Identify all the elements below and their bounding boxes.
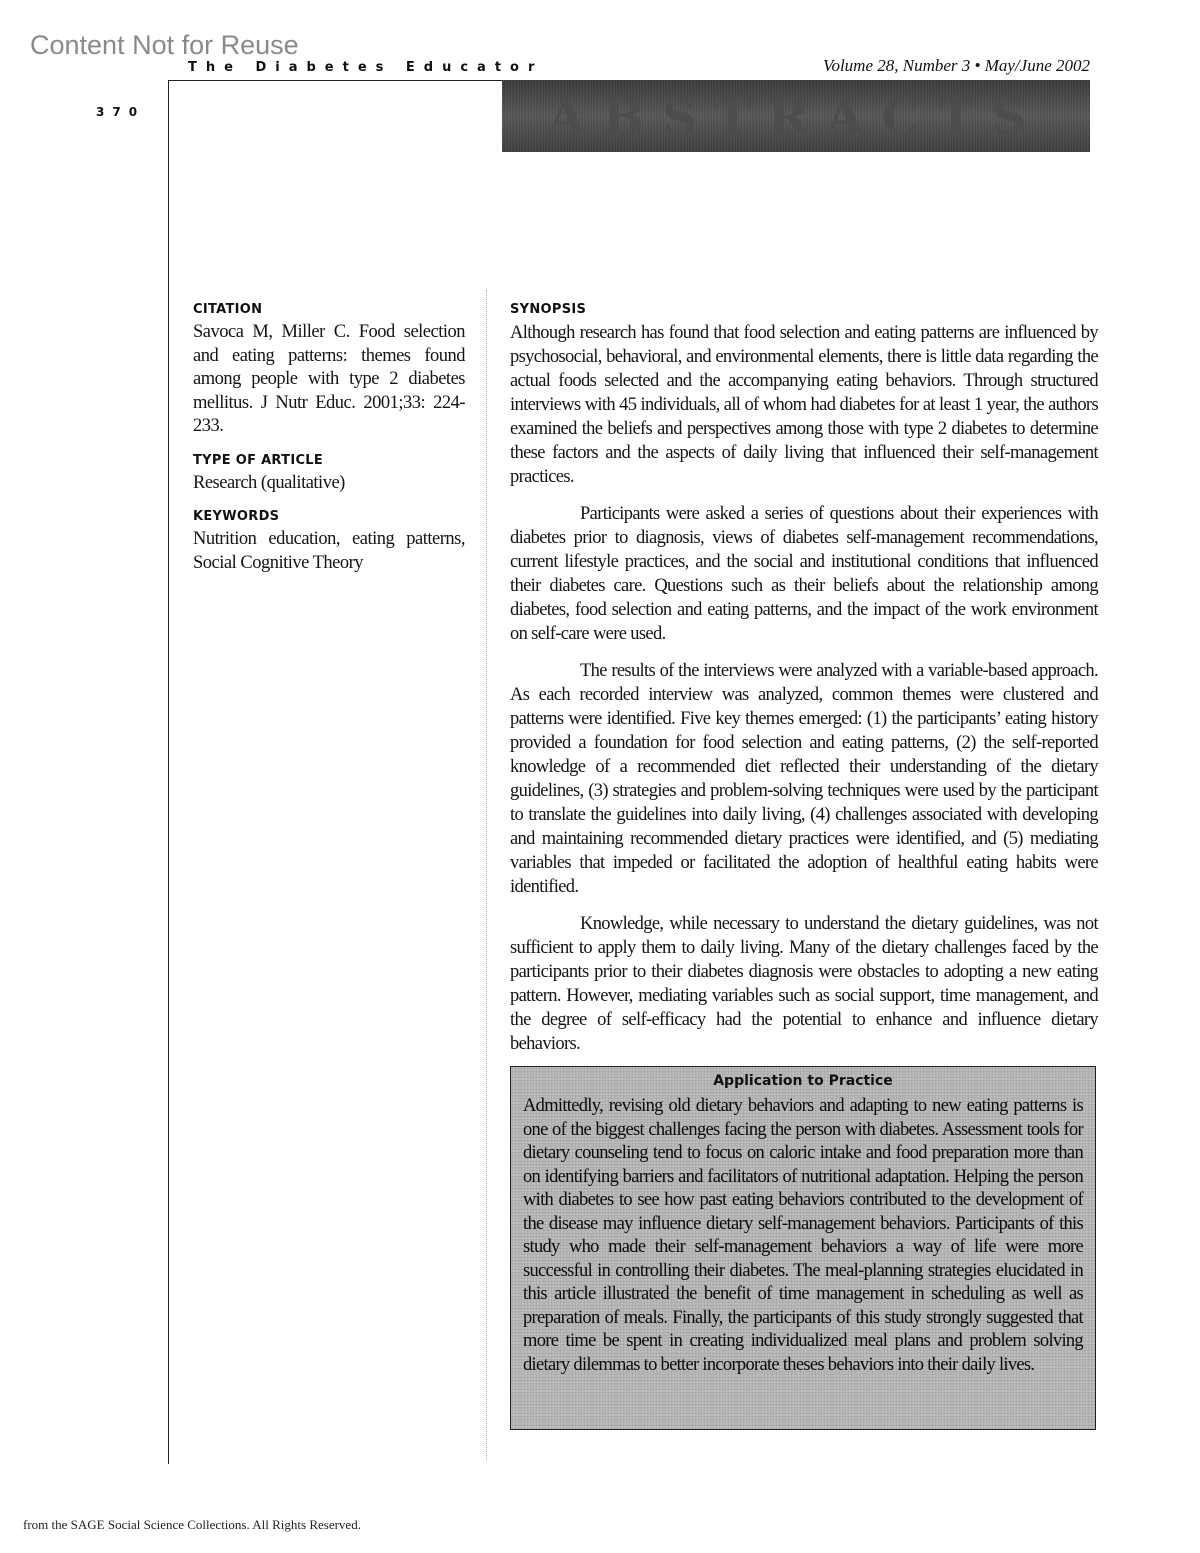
keywords-label: KEYWORDS <box>193 509 280 524</box>
application-to-practice-box <box>510 1066 1096 1430</box>
left-margin-rule <box>168 80 169 1464</box>
top-rule <box>168 80 503 81</box>
synopsis-paragraph: Although research has found that food selection and eating patterns are influenced by psychosocial, behavioral, and environmental elements, there is little data regarding the actual foods selected and the accompanying eating behaviors. Through structured interviews with 45 individuals, all of whom had diabetes for at least 1 year, the authors examined the beliefs and perspectives among those with type 2 diabetes to determine these factors and the aspects of daily living that influenced their self-management practices. <box>510 323 1098 487</box>
synopsis-label: SYNOPSIS <box>510 302 587 317</box>
keywords-block <box>193 509 465 575</box>
citation-label: CITATION <box>193 302 263 317</box>
synopsis-paragraph: The results of the interviews were analyzed with a variable-based approach. As each recorded interview was analyzed, common themes were clustered and patterns were identified. Five key themes emerged: (1) the participants’ eating history provided a foundation for food selection and eating patterns, (2) the self-reported knowledge of a recommended diet reflected their understanding of the dietary guidelines, (3) strategies and problem-solving techniques were used by the participant to translate the guidelines into daily living, (4) challenges associated with developing and maintaining recommended dietary practices were identified, and (5) mediating variables that impeded or facilitated the adoption of healthful eating habits were identified. <box>510 661 1098 897</box>
article-type-text: Research (qualitative) <box>193 472 345 493</box>
copyright-footer: from the SAGE Social Science Collections. All Rights Reserved. <box>23 1517 361 1532</box>
issue-info: Volume 28, Number 3 • May/June 2002 <box>822 56 1090 75</box>
page-number: 370 <box>96 105 146 119</box>
article-type-block <box>193 453 465 496</box>
keywords-text: Nutrition education, eating patterns, Social Cognitive Theory <box>193 529 465 573</box>
synopsis-section <box>510 302 1098 1069</box>
synopsis-paragraph: Knowledge, while necessary to understand the dietary guidelines, was not sufficient to apply them to daily living. Many of the dietary challenges faced by the participants prior to their diabetes diagnosis were obstacles to adopting a new eating pattern. However, mediating variables such as social support, time management, and the degree of self-efficacy had the potential to enhance and influence dietary behaviors. <box>510 914 1098 1054</box>
watermark-text: Content Not for Reuse <box>30 30 299 60</box>
column-divider <box>486 290 487 1460</box>
abstracts-banner <box>502 80 1090 152</box>
application-text: Admittedly, revising old dietary behaviors and adapting to new eating patterns is one of the biggest challenges facing the person with diabetes. Assessment tools for dietary counseling tend to focus on caloric intake and food preparation more than on identifying barriers and facilitators of nutritional adaptation. Helping the person with diabetes to see how past eating behaviors contributed to the development of the disease may influence dietary self-management behaviors. Participants of this study who made their self-management behaviors a way of life were more successful in controlling their diabetes. The meal-planning strategies elucidated in this article illustrated the benefit of time management in scheduling as well as preparation of meals. Finally, the participants of this study strongly suggested that more time be spent in creating individualized meal plans and problem solving dietary dilemmas to better incorporate theses behaviors into their daily lives. <box>523 1096 1083 1375</box>
sidebar-meta <box>193 302 465 589</box>
application-title: Application to Practice <box>713 1073 893 1089</box>
synopsis-paragraph: Participants were asked a series of questions about their experiences with diabetes prior to diagnosis, views of diabetes self-management recommendations, current lifestyle practices, and the social and institutional conditions that influenced their diabetes care. Questions such as their beliefs about the relationship among diabetes, food selection and eating patterns, and the impact of the work environment on self-care were used. <box>510 504 1098 644</box>
article-type-label: TYPE OF ARTICLE <box>193 452 324 468</box>
banner-title: ABSTRACTS <box>548 90 1044 146</box>
citation-text: Savoca M, Miller C. Food selection and eating patterns: themes found among people with type 2 diabetes mellitus. J Nutr Educ. 2001;33: 224-233. <box>193 322 465 436</box>
citation-block <box>193 302 465 439</box>
journal-name: The Diabetes Educator <box>188 60 544 75</box>
